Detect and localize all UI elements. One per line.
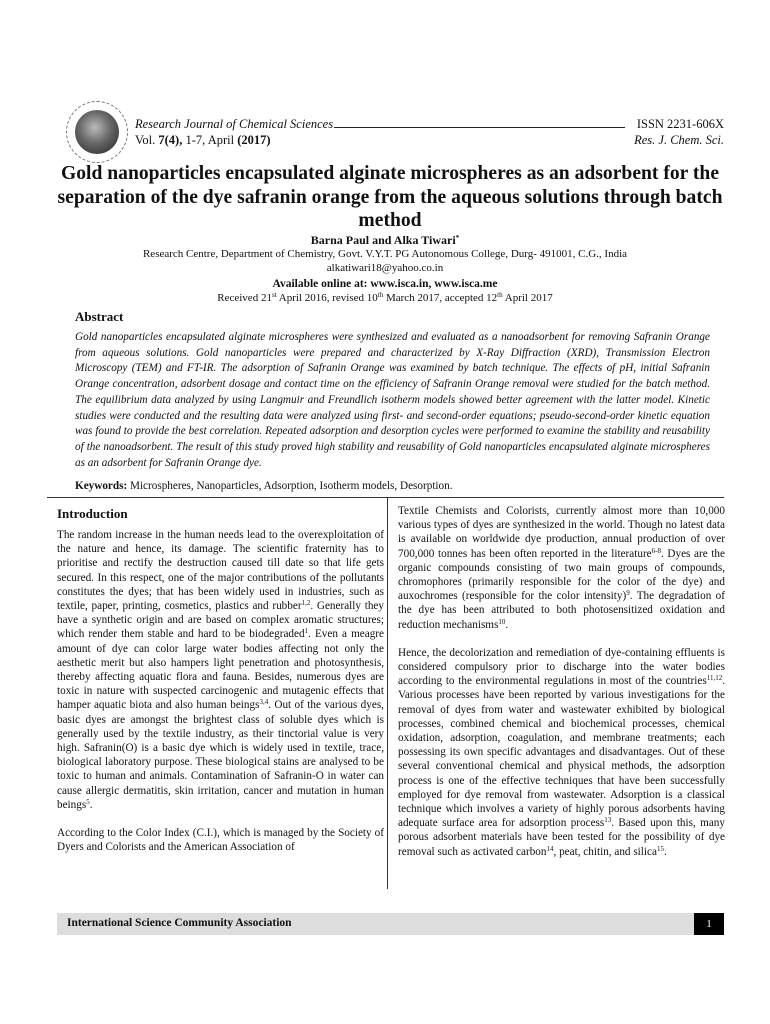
year: (2017) (237, 133, 271, 147)
journal-header-left (135, 116, 333, 148)
vol-number: 7(4), (158, 133, 183, 147)
section-divider (47, 497, 724, 498)
journal-name: Research Journal of Chemical Sciences (135, 117, 334, 131)
email: alkatiwari18@yahoo.co.in (326, 261, 444, 274)
introduction-heading: Introduction (57, 506, 128, 521)
page-number: 1 (694, 913, 724, 935)
keywords: Keywords: Microspheres, Nanoparticles, Adsorption, Isotherm models, Desorption. (75, 480, 453, 492)
journal-logo (66, 101, 128, 163)
affiliation: Research Centre, Department of Chemistry, Govt. V.Y.T. PG Autonomous College, Durg- 491001, C.G., India alkatiwari18@yahoo.co.in (0, 248, 770, 275)
abstract-text: Gold nanoparticles encapsulated alginate microspheres were synthesized and evaluated as a nanoadsorbent for removing Safranin Orange from aqueous solutions. Gold nanoparticles were prepared and characterized by X-Ray Diffraction (XRD), Transmission Electron Microscopy (TEM) and FT-IR. The adsorption of Safranin Orange was examined by batch technique. The effects of pH, initial Safranin Orange concentration, adsorbent dosage and contact time on the efficiency of Safranin Orange removal were studied for the batch method. The equilibrium data analyzed by using Langmuir and Freundlich isotherm models showed better agreement with the latter model. Kinetic studies were conducted and the resulting data were analyzed using first- and second-order equations; pseudo-second-order kinetic equation was found to provide the best correlation. Repeated adsorption and desorption cycles were performed to examine the stability and reusability of the nanoadsorbent. The result of this study proved high stability and reusability of Gold nanoparticles encapsulated alginate microspheres as an adsorbent for Safranin Orange dye. (75, 331, 710, 469)
right-column (398, 504, 725, 859)
journal-header-right (634, 116, 724, 148)
available-online: Available online at: www.isca.in, www.isca.me (272, 278, 498, 290)
authors: Barna Paul and Alka Tiwari* (310, 233, 460, 247)
left-column (57, 528, 384, 854)
page-footer (57, 913, 724, 935)
intro-paragraph-3: Textile Chemists and Colorists, currently almost more than 10,000 various types of dyes are synthesized in the world. Though no latest data is available on worldwide dye production, annual production of over 700,000 tonnes has been often reported in the literature$^{6-8}$. Dyes are the organic compounds consisting of two main groups of compounds, chromophores (primarily responsible for the color of the dye) and auxochromes (responsible for the color intensity)$^9$. The degradation of the dye has been attributed to both photosensitized oxidation and reduction mechanisms$^{10}$. (398, 505, 725, 631)
intro-paragraph-1: The random increase in the human needs lead to the overexploitation of the nature and hence, its damage. The scientific fraternity has to prioritise and rectify the destruction caused till date so that life gets secured. In this respect, one of the major contributions of the pollutants constitutes the dyes; that has been widely used in industries, such as textile, paper, printing, cosmetics, plastics and rubber$^{1,2}$. Generally they have a synthetic origin and are based on complex aromatic structures; which render them stable and hard to be biodegraded$^1$. Even a meagre amount of dye can color large water bodies affecting not only the aesthetic merit but also hampers light penetration and photosynthesis, thereby affecting aquatic flora and fauna. Besides, numerous dyes are toxic in nature with suspected carcinogenic and mutagenic effects that hamper aquatic biota and also human beings$^{3,4}$. Out of the various dyes, basic dyes are amongst the brightest class of soluble dyes which is generally used by the textile industry, as their tinctorial value is very high. Safranin(O) is a basic dye which is widely used in textile, trace, biological laboratory purpose. These biological stains are analysed to be toxic to human and animals. Contamination of Safranin-O in water can cause allergic dermatitis, skin irritation, cancer and mutation in human beings$^5$. (57, 529, 384, 811)
intro-paragraph-4: Hence, the decolorization and remediation of dye-containing effluents is considered compulsory prior to discharge into the water bodies according to the environmental regulations in most of the countries$^{11,12}$. Various processes have been reported by various investigations for the removal of dyes from water and wastewater exhibited by biological processes, combined chemical and biochemical processes, chemical oxidation, adsorption, coagulation, and membrane treatments; each possessing its own specific advantages and disadvantages. Out of these several conventional chemical and physical methods, the adsorption process is one of the effective techniques that have been successfully employed for dye removal from wastewater. Adsorption is a classical technique which involves a variety of highly porous adsorbents having adequate surface area for adsorption process$^{13}$. Based upon this, many porous adsorbent materials have been tested for the possibility of dye removal such as activated carbon$^{14}$, peat, chitin, and silica$^{15}$. (398, 646, 725, 858)
footer-org: International Science Community Association (67, 917, 292, 929)
paper-title: Gold nanoparticles encapsulated alginate microspheres as an adsorbent for the separation of the dye safranin orange from the aqueous solutions through batch method (57, 163, 723, 231)
issn: ISSN 2231-606X (636, 117, 724, 131)
abstract-heading: Abstract (75, 309, 124, 324)
journal-abbrev: Res. J. Chem. Sci. (634, 133, 724, 147)
column-divider (387, 497, 388, 889)
intro-paragraph-2: According to the Color Index (C.I.), which is managed by the Society of Dyers and Colorists and the American Association of (57, 827, 384, 854)
received-dates: Received 21st April 2016, revised 10th March 2017, accepted 12th April 2017 (217, 291, 553, 304)
vol-label: Vol. (135, 133, 159, 147)
header-rule (334, 127, 625, 128)
pages-date: 1-7, April (182, 133, 238, 147)
